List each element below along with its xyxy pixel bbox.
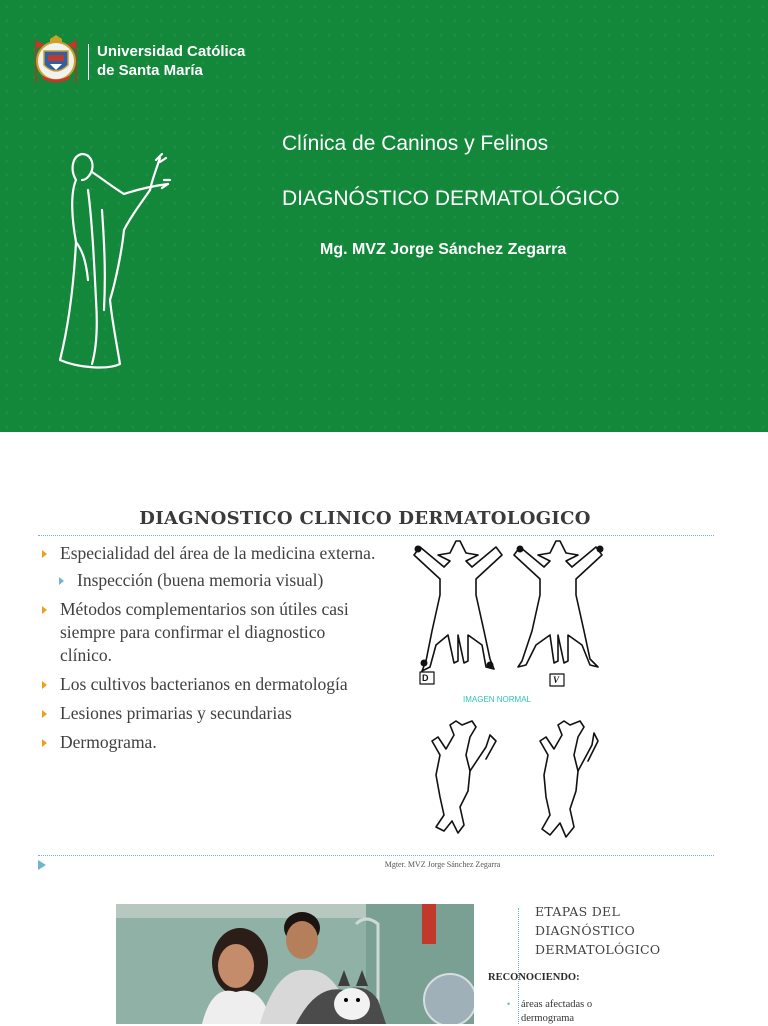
- slide2-title: DIAGNOSTICO CLINICO DERMATOLOGICO: [139, 508, 591, 529]
- university-name-line1: Universidad Católica: [97, 43, 246, 60]
- image-caption: IMAGEN NORMAL: [463, 695, 532, 704]
- dog-dorsal-outline: [414, 541, 502, 671]
- slide3-heading: RECONOCIENDO:: [488, 972, 580, 983]
- university-name-line2: de Santa María: [97, 62, 203, 79]
- dorsal-label: D: [422, 673, 429, 683]
- footer-dotted-line: [38, 855, 714, 856]
- bullet-arrow-icon: [42, 606, 47, 614]
- slide3-item: áreas afectadas o dermograma: [521, 999, 593, 1024]
- dog-ventral-outline: [514, 541, 602, 667]
- bullet-item: Lesiones primarias y secundarias: [40, 702, 380, 725]
- logo-divider: [88, 44, 89, 80]
- praying-figure-icon: [52, 150, 172, 372]
- slide2-footer: Mgter. MVZ Jorge Sánchez Zegarra: [384, 860, 501, 869]
- photo-students-with-dog: [116, 904, 474, 1024]
- title-slide: [0, 0, 768, 432]
- slide1-author: Mg. MVZ Jorge Sánchez Zegarra: [320, 241, 567, 258]
- bullet-item: Los cultivos bacterianos en dermatología: [40, 673, 380, 696]
- dermogram-diagram: [410, 535, 630, 853]
- cat-outline-right: [540, 721, 598, 837]
- bullet-item: Especialidad del área de la medicina externa.: [40, 542, 380, 565]
- slide3-title: ETAPAS DEL DIAGNÓSTICO DERMATOLÓGICO: [535, 904, 661, 957]
- university-name: [97, 42, 245, 80]
- bullet-arrow-icon: [42, 681, 47, 689]
- cat-outline-left: [432, 721, 496, 833]
- ventral-label: V: [553, 675, 560, 685]
- sub-bullet-arrow-icon: [59, 577, 64, 585]
- slide1-title: Clínica de Caninos y Felinos: [282, 132, 549, 155]
- university-crest-icon: [28, 33, 84, 89]
- bullet-item: Métodos complementarios son útiles casi siempre para confirmar el diagnostico clínico.: [40, 598, 380, 667]
- sub-bullet-item: Inspección (buena memoria visual): [57, 569, 380, 592]
- bullet-arrow-icon: [42, 550, 47, 558]
- slide1-subtitle: DIAGNÓSTICO DERMATOLÓGICO: [282, 187, 620, 210]
- bullet-item: Dermograma.: [40, 731, 380, 754]
- stages-divider-line: [518, 908, 520, 1024]
- sub-bullet-dot-icon: •: [507, 999, 511, 1009]
- bullet-list: [40, 542, 380, 760]
- bullet-arrow-icon: [42, 710, 47, 718]
- bullet-arrow-icon: [42, 739, 47, 747]
